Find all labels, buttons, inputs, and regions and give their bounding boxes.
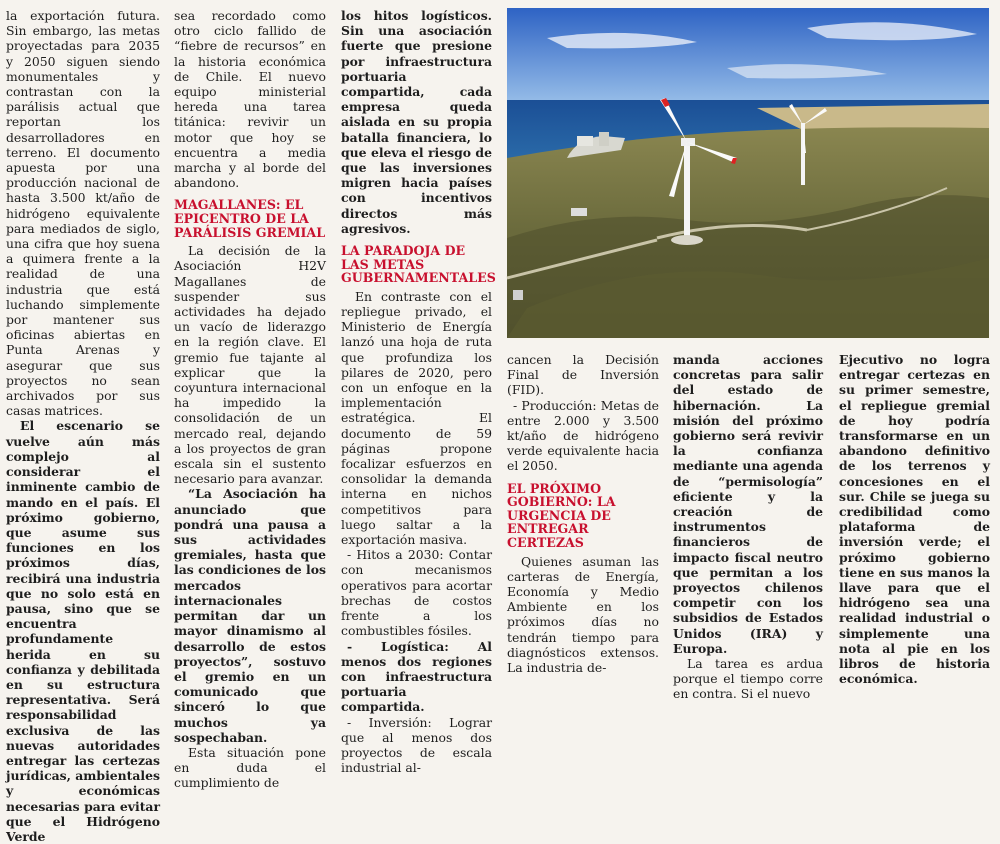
paragraph-bold: los hitos logísticos. Sin una asociación fuerte que presione por infraestructura portuaria compartida, cada empresa queda aislada en su propia batalla financiera, lo que eleva el riesgo de que las inversiones migren hacia países con incentivos directos más agresivos. bbox=[341, 8, 492, 236]
section-heading-proximo-gobierno: EL PRÓXIMO GOBIERNO: LA URGENCIA DE ENTREGAR CERTEZAS bbox=[507, 480, 616, 550]
paragraph-bold: Ejecutivo no logra entregar certezas en su primer semestre, el repliegue gremial de hoy podría transformarse en un abandono definitivo de los terrenos y concesiones en el sur. Chile se juega su credibilidad como plataforma de inversión verde; el próximo gobierno tiene en sus manos la llave para que el hidrógeno sea una realidad industrial o simplemente una nota al pie en los libros de historia económica. bbox=[839, 352, 990, 687]
paragraph-bold: El escenario se vuelve aún más complejo al considerar el inminente cambio de mando en el país. El próximo gobierno, que asume sus funciones en los próximos días, recibirá una industria que no solo está en pausa, sino que se encuentra profundamente herida en su confianza y debilitada en su estructura representativa. Será responsabilidad exclusiva de las nuevas autoridades entregar las certezas jurídicas, ambientales y económicas necesarias para evitar que el Hidrógeno Verde bbox=[6, 418, 160, 844]
paragraph-bold: manda acciones concretas para salir del estado de hibernación. La misión del próximo gobierno será revivir la confianza mediante una agenda de “permisología” eficiente y la creación de instrumentos financieros de impacto fiscal neutro que permitan a los proyectos chilenos competir con los subsidios de Estados Unidos (IRA) y Europa. bbox=[673, 352, 823, 656]
list-item: - Producción: Metas de entre 2.000 y 3.500 kt/año de hidrógeno verde equivalente hacia el 2050. bbox=[507, 397, 659, 474]
article-column-3 bbox=[341, 8, 496, 776]
quote-paragraph: “La Asociación ha anunciado que pondrá una pausa a sus actividades gremiales, hasta que las condiciones de los mercados internacionales permitan dar un mayor dinamismo al desarrollo de estos proyectos”, sostuvo el gremio en un comunicado que sinceró lo que muchos ya sospechaban. bbox=[174, 486, 326, 745]
wind-turbine-photo bbox=[507, 8, 989, 338]
paragraph: cancen la Decisión Final de Inversión (FID). bbox=[507, 352, 659, 398]
list-item: - Hitos a 2030: Contar con mecanismos operativos para acortar brechas de costos frente a los combustibles fósiles. bbox=[341, 547, 492, 639]
wind-turbine-illustration bbox=[507, 8, 989, 338]
article-column-1 bbox=[6, 8, 160, 844]
section-heading-magallanes: MAGALLANES: EL EPICENTRO DE LA PARÁLISIS GREMIAL bbox=[174, 197, 326, 240]
paragraph: La decisión de la Asociación H2V Magallanes de suspender sus actividades ha dejado un vacío de liderazgo en la región clave. El gremio fue tajante al explicar que la coyuntura internacional ha impedido la consolidación de un mercado real, dejando a los proyectos de gran escala sin el sustento necesario para avanzar. bbox=[174, 243, 326, 487]
paragraph: En contraste con el repliegue privado, el Ministerio de Energía lanzó una hoja de ruta que profundiza los pilares de 2020, pero con un enfoque en la implementación estratégica. El documento de 59 páginas propone focalizar esfuerzos en consolidar la demanda interna en nichos competitivos para luego saltar a la exportación masiva. bbox=[341, 288, 492, 548]
list-item: - Logística: Al menos dos regiones con infraestructura portuaria compartida. bbox=[341, 638, 492, 715]
section-heading-paradoja: LA PARADOJA DE LAS METAS GUBERNAMENTALES bbox=[341, 243, 496, 286]
paragraph: Quienes asuman las carteras de Energía, Economía y Medio Ambiente en los próximos días no tendrán tiempo para diagnósticos extensos. La industria de- bbox=[507, 553, 659, 676]
article-column-5 bbox=[673, 352, 823, 702]
list-item: - Inversión: Lograr que al menos dos proyectos de escala industrial al- bbox=[341, 714, 492, 776]
article-column-6 bbox=[839, 352, 990, 687]
paragraph: La tarea es ardua porque el tiempo corre en contra. Si el nuevo bbox=[673, 656, 823, 702]
paragraph: sea recordado como otro ciclo fallido de “fiebre de recursos” en la historia económica de Chile. El nuevo equipo ministerial hereda una tarea titánica: revivir un motor que hoy se encuentra a media marcha y al borde del abandono. bbox=[174, 8, 326, 191]
article-column-2 bbox=[174, 8, 326, 791]
paragraph: Esta situación pone en duda el cumplimiento de bbox=[174, 744, 326, 791]
article-column-4 bbox=[507, 352, 659, 676]
paragraph: la exportación futura. Sin embargo, las metas proyectadas para 2035 y 2050 siguen siendo monumentales y contrastan con la parálisis actual que reportan los desarrolladores en terreno. El documento apuesta por una producción nacional de hasta 3.500 kt/año de hidrógeno equivalente para mediados de siglo, una cifra que hoy suena a quimera frente a la realidad de una industria que está luchando simplemente por mantener sus oficinas abiertas en Punta Arenas y asegurar que sus proyectos no sean archivados por sus casas matrices. bbox=[6, 8, 160, 419]
